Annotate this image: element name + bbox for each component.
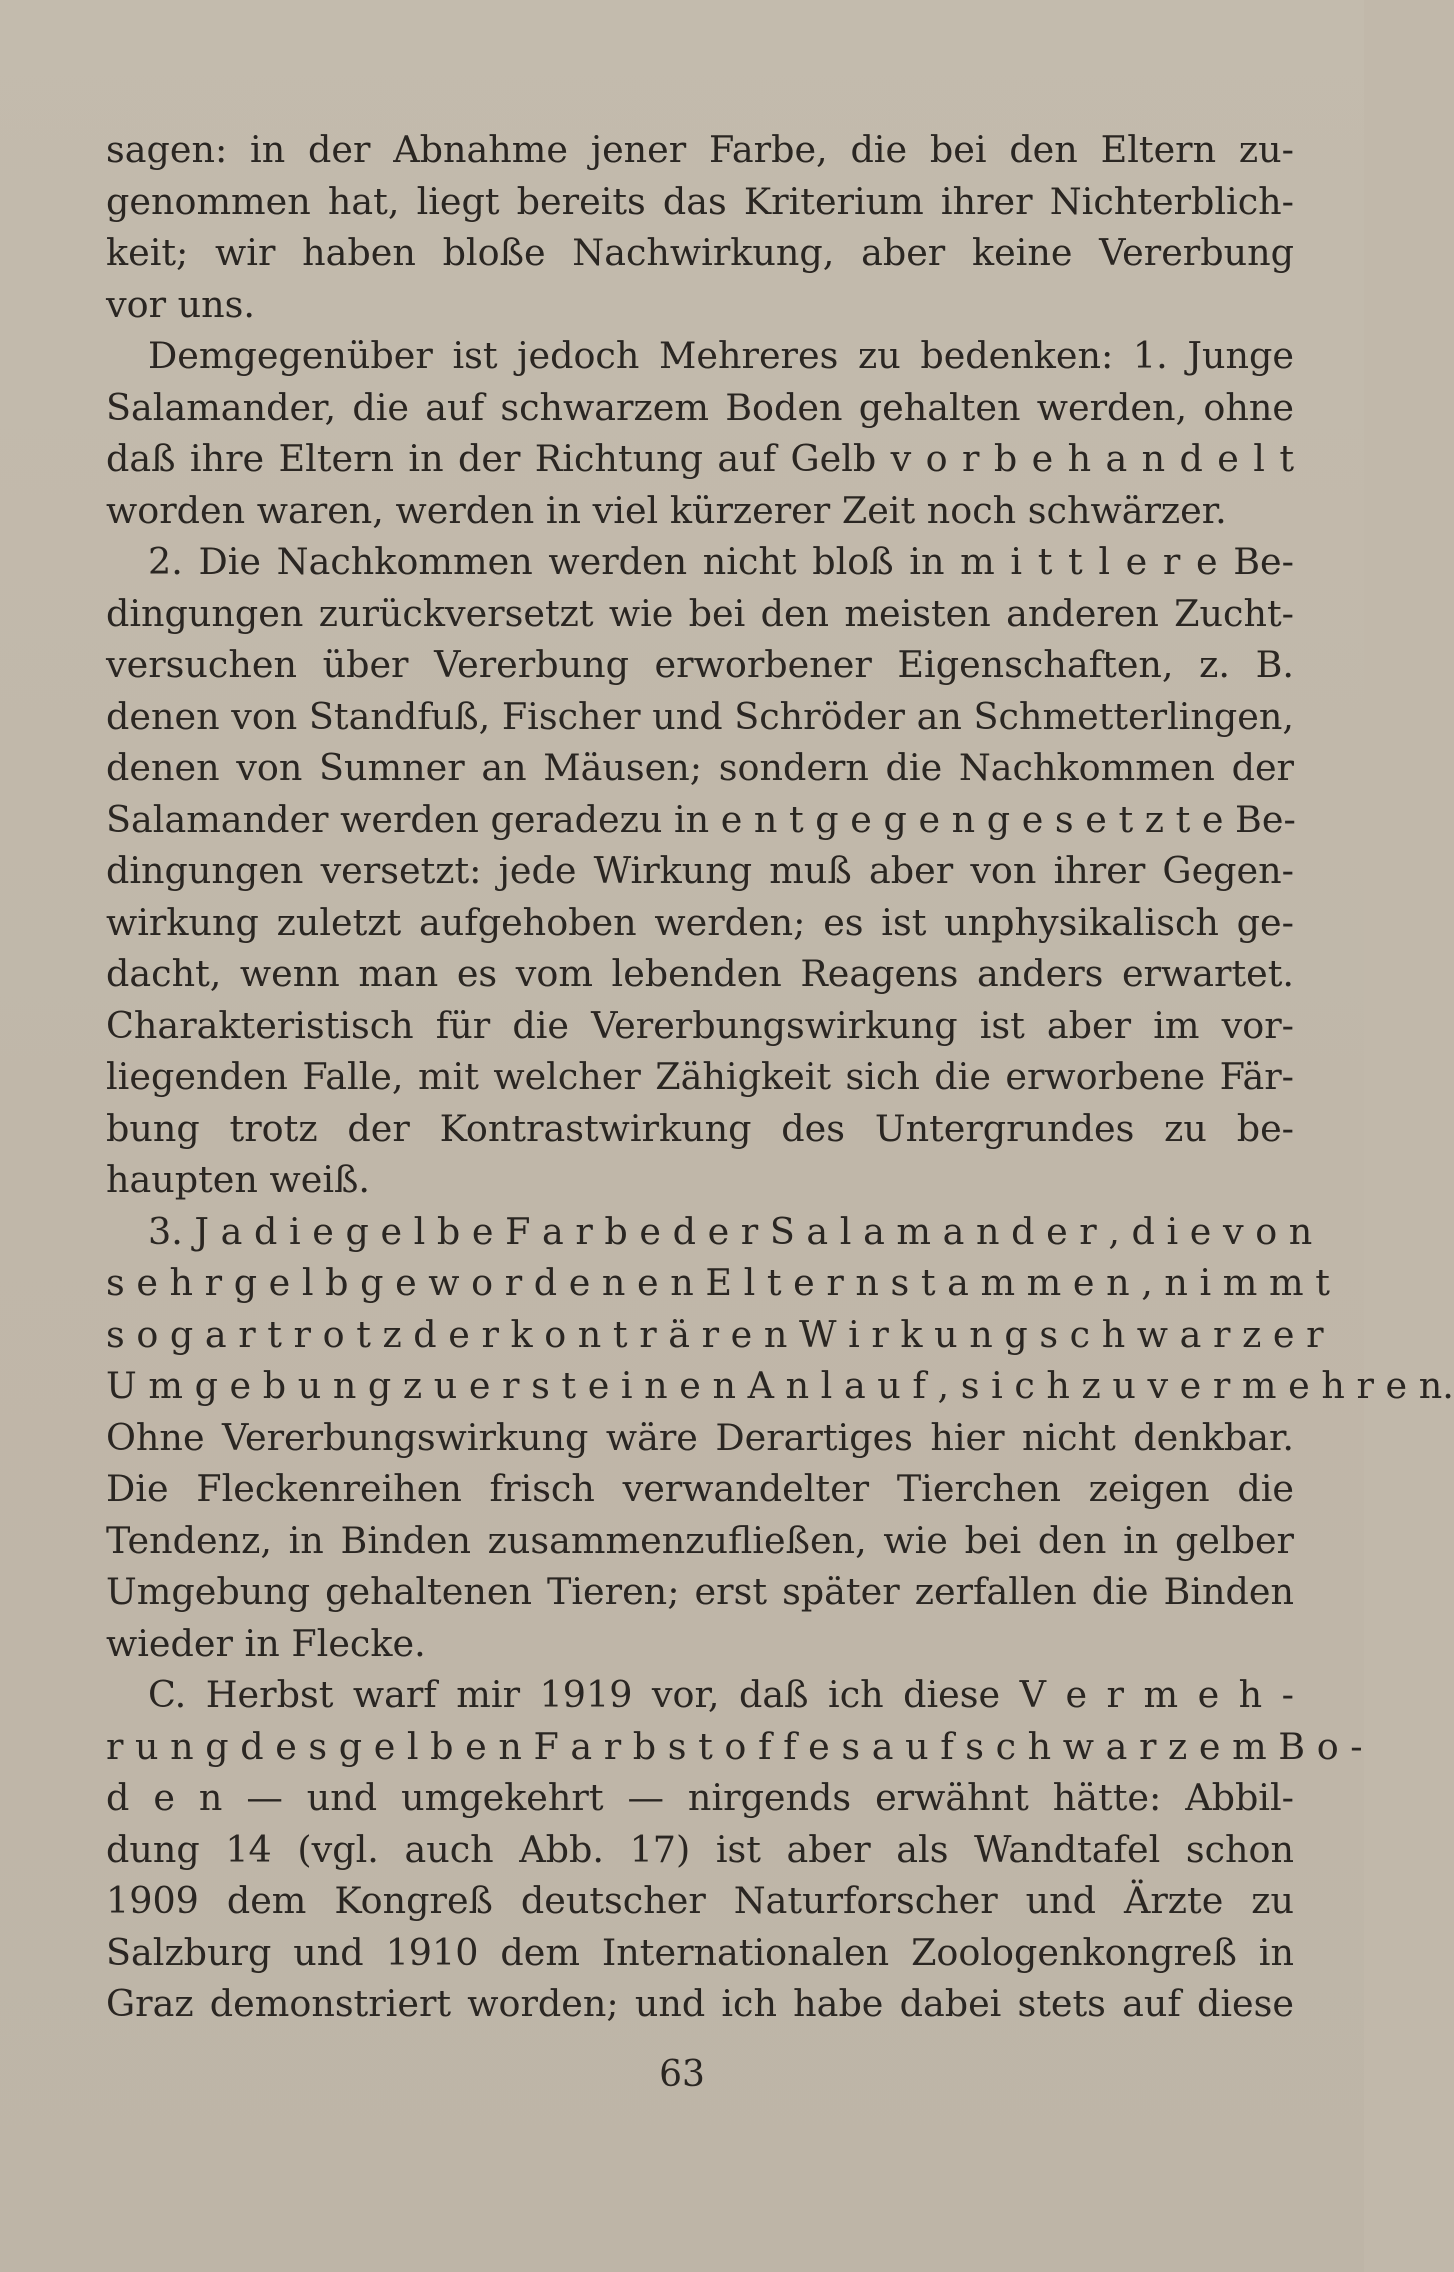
text-line: Die Fleckenreihen frisch verwandelter Tierchen zeigen die: [106, 1467, 1294, 1510]
text-line: d e n — und umgekehrt — nirgends erwähnt hätte: Abbil-: [106, 1776, 1294, 1819]
text-line: Graz demonstriert worden; und ich habe dabei stets auf diese: [106, 1982, 1294, 2025]
text-line: genommen hat, liegt bereits das Kriterium ihrer Nichterblich-: [106, 179, 1294, 223]
text-line: s e h r g e l b g e w o r d e n e n E l t e r n s t a m m e n , n i m m t: [106, 1261, 1330, 1304]
body-text: [106, 124, 1454, 2030]
text-line: dacht, wenn man es vom lebenden Reagens anders erwartet.: [106, 952, 1294, 995]
text-line: Tendenz, in Binden zusammenzufließen, wie bei den in gelber: [106, 1518, 1294, 1562]
paragraph: [106, 1206, 1454, 1670]
text-line: versuchen über Vererbung erworbener Eigenschaften, z. B.: [106, 643, 1294, 686]
text-line: 3. J a d i e g e l b e F a r b e d e r S a l a m a n d e r , d i e v o n: [148, 1209, 1313, 1253]
text-line: 2. Die Nachkommen werden nicht bloß in m i t t l e r e Be-: [148, 540, 1294, 583]
text-line: C. Herbst warf mir 1919 vor, daß ich diese V e r m e h -: [148, 1673, 1294, 1716]
text-line: dingungen zurückversetzt wie bei den meisten anderen Zucht-: [106, 591, 1294, 635]
text-line: liegenden Falle, mit welcher Zähigkeit sich die erworbene Fär-: [106, 1055, 1294, 1098]
text-line: r u n g d e s g e l b e n F a r b s t o f f e s a u f s c h w a r z e m B o -: [106, 1724, 1363, 1768]
text-line: bung trotz der Kontrastwirkung des Untergrundes zu be-: [106, 1106, 1294, 1150]
text-line: haupten weiß.: [106, 1158, 371, 1201]
text-line: U m g e b u n g z u e r s t e i n e n A n l a u f , s i c h z u v e r m e h r e n.: [106, 1364, 1454, 1407]
text-line: Salamander, die auf schwarzem Boden gehalten werden, ohne: [106, 385, 1294, 429]
text-line: dung 14 (vgl. auch Abb. 17) ist aber als Wandtafel schon: [106, 1827, 1294, 1871]
text-line: wirkung zuletzt aufgehoben werden; es ist unphysikalisch ge-: [106, 900, 1294, 944]
text-line: Charakteristisch für die Vererbungswirkung ist aber im vor-: [106, 1003, 1294, 1047]
text-line: vor uns.: [106, 282, 255, 326]
text-line: worden waren, werden in viel kürzerer Zeit noch schwärzer.: [106, 488, 1227, 532]
paragraph: [106, 330, 1294, 536]
text-line: keit; wir haben bloße Nachwirkung, aber keine Vererbung: [106, 231, 1294, 274]
text-line: Salamander werden geradezu in e n t g e g e n g e s e t z t e Be-: [106, 797, 1296, 841]
text-line: s o g a r t r o t z d e r k o n t r ä r e n W i r k u n g s c h w a r z e r: [106, 1312, 1324, 1356]
text-line: dingungen versetzt: jede Wirkung muß aber von ihrer Gegen-: [106, 849, 1294, 892]
text-line: 1909 dem Kongreß deutscher Naturforscher und Ärzte zu: [106, 1879, 1294, 1922]
text-line: sagen: in der Abnahme jener Farbe, die bei den Eltern zu-: [106, 128, 1294, 171]
paragraph: [106, 124, 1294, 330]
text-line: Salzburg und 1910 dem Internationalen Zoologenkongreß in: [106, 1930, 1294, 1974]
text-line: denen von Standfuß, Fischer und Schröder an Schmetterlingen,: [106, 694, 1294, 738]
text-line: Umgebung gehaltenen Tieren; erst später zerfallen die Binden: [106, 1570, 1294, 1613]
text-line: wieder in Flecke.: [106, 1621, 426, 1665]
paragraph: [106, 1669, 1363, 2030]
paragraph: [106, 536, 1294, 1206]
text-line: daß ihre Eltern in der Richtung auf Gelb v o r b e h a n d e l t: [106, 437, 1294, 480]
text-line: Ohne Vererbungswirkung wäre Derartiges hier nicht denkbar.: [106, 1415, 1294, 1459]
text-line: denen von Sumner an Mäusen; sondern die Nachkommen der: [106, 746, 1294, 789]
text-line: Demgegenüber ist jedoch Mehreres zu bedenken: 1. Junge: [148, 334, 1294, 377]
page-number: 63: [659, 2054, 705, 2095]
